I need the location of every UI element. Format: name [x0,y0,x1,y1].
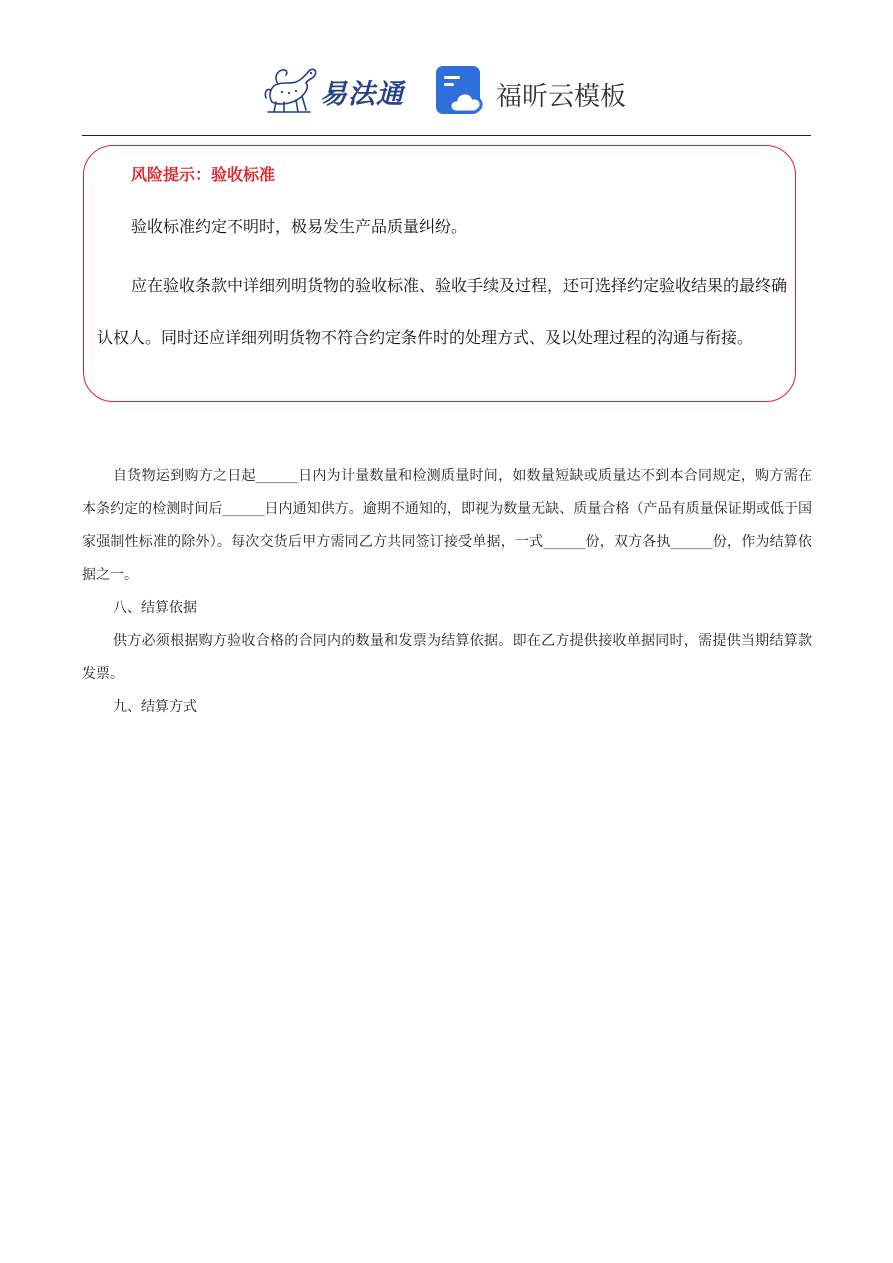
risk-warning-box [83,145,796,402]
header-divider [82,135,811,136]
fuxin-brand-text: 福昕云模板 [496,82,627,112]
cloud-document-icon [436,66,488,118]
yifatong-brand-text: 易法通 [320,79,404,110]
risk-paragraph-2: 应在验收条款中详细列明货物的验收标准、验收手续及过程，还可选择约定验收结果的最终确认权人。同时还应详细列明货物不符合约定条件时的处理方式、及以处理过程的沟通与衔接。 [97,276,788,347]
section-8-heading: 八、结算依据 [113,600,197,616]
section-9-heading: 九、结算方式 [113,699,197,715]
risk-paragraph-1: 验收标准约定不明时，极易发生产品质量纠纷。 [131,217,468,236]
risk-title: 风险提示：验收标准 [131,165,276,184]
section-8-paragraph: 供方必须根据购方验收合格的合同内的数量和发票为结算依据。即在乙方提供接收单据同时，需提供当期结算款发票。 [82,633,812,682]
acceptance-clause-paragraph: 自货物运到购方之日起______日内为计量数量和检测质量时间，如数量短缺或质量达不到本合同规定，购方需在本条约定的检测时间后______日内通知供方。逾期不通知的，即视为数量无缺、质量合格（产品有质量保证期或低于国家强制性标准的除外）。每次交货后甲方需同乙方共同签订接受单据，一式______份，双方各执______份，作为结算依据之一。 [82,468,812,583]
qilin-icon [262,62,320,116]
contract-body [82,460,812,724]
yifatong-logo [262,62,412,116]
page-header [0,58,893,124]
